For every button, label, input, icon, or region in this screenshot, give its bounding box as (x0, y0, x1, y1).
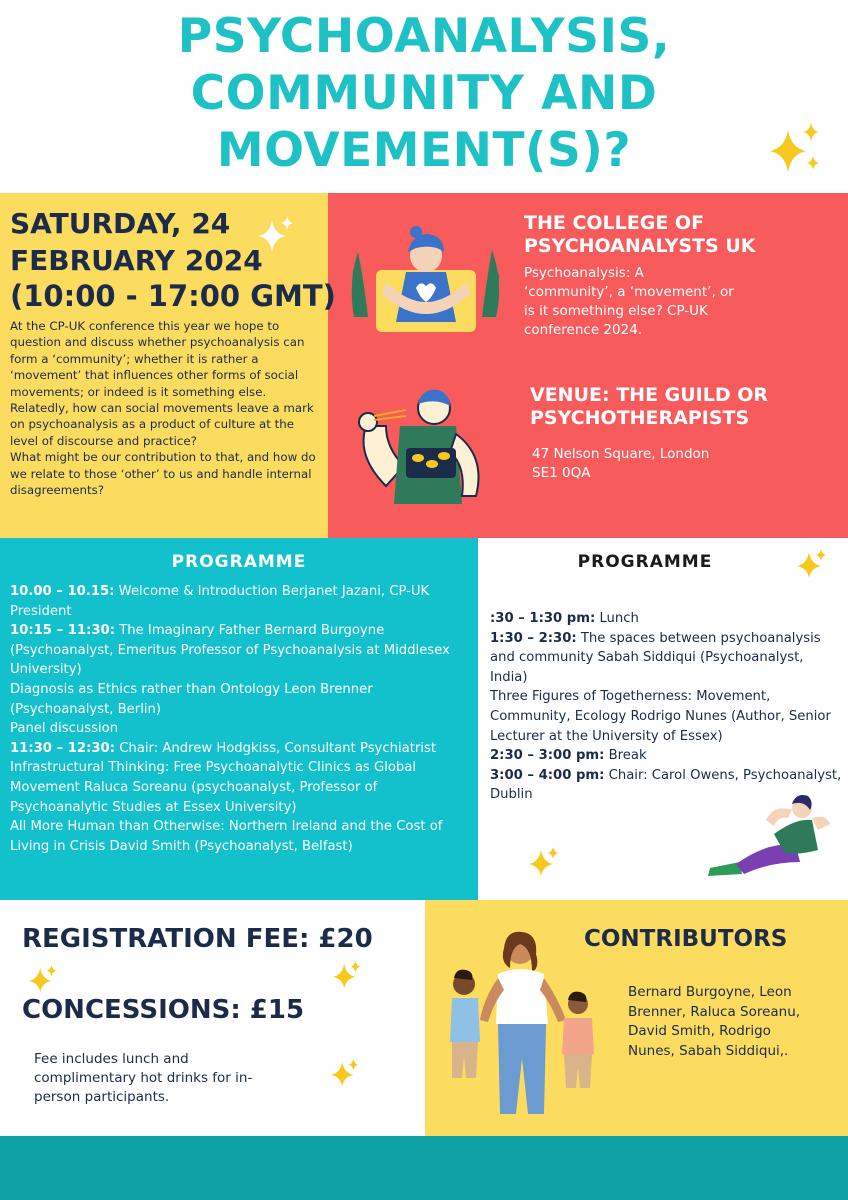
event-time: (10:00 - 17:00 GMT) (10, 279, 336, 313)
list-item: 3:00 – 4:00 pm: Chair: Carol Owens, Psychoanalyst, Dublin (490, 767, 842, 803)
page-title (0, 8, 848, 179)
list-item: Diagnosis as Ethics rather than Ontology Leon Brenner (Psychoanalyst, Berlin) (10, 681, 373, 717)
intro-paragraph: What might be our contribution to that, and how do we relate to those ‘other’ to us and handle internal disagreements? (10, 450, 316, 498)
college-description: Psychoanalysis: A ‘community’, a ‘movement’, or is it something else? CP-UK conference 2024. (524, 265, 734, 338)
registration-fee: REGISTRATION FEE: £20 (22, 924, 373, 954)
programme-heading: PROGRAMME (577, 552, 713, 572)
hug-illustration (346, 222, 506, 340)
sparkle-icon (528, 846, 560, 878)
list-item: 11:30 – 12:30: Chair: Andrew Hodgkiss, Consultant Psychiatrist (10, 740, 437, 756)
programme-left-list (10, 582, 472, 856)
list-item: All More Human than Otherwise: Northern Ireland and the Cost of Living in Crisis David Smith (Psychoanalyst, Belfast) (10, 819, 443, 854)
fee-note: Fee includes lunch and complimentary hot drinks for in-person participants. (34, 1051, 253, 1105)
intro-paragraph: At the CP-UK conference this year we hope to question and discuss whether psychoanalysis can form a ‘community’; whether it is rather a ‘movement’ that influences other forms of social movements; or indeed is it something else. (10, 319, 305, 399)
contributors-heading: CONTRIBUTORS (584, 926, 788, 952)
food-illustration (346, 386, 496, 504)
title-line-1: PSYCHOANALYSIS, (177, 9, 671, 64)
list-item: 10.00 – 10.15: Welcome & Introduction Berjanet Jazani, CP-UK President (10, 584, 430, 619)
venue-address: 47 Nelson Square, London SE1 0QA (532, 446, 710, 481)
list-item: Three Figures of Togetherness: Movement, Community, Ecology Rodrigo Nunes (Author, Senior Lecturer at the University of Essex) (490, 689, 831, 744)
list-item: Infrastructural Thinking: Free Psychoanalytic Clinics as Global Movement Raluca Soreanu (psychoanalyst, Professor of Psychoanalytic Studies at Essex University) (10, 760, 417, 815)
sparkle-icon (330, 1058, 360, 1088)
title-line-3: MOVEMENT(S)? (216, 123, 632, 178)
list-item: 2:30 – 3:00 pm: Break (490, 748, 647, 764)
sparkle-icon (766, 120, 826, 180)
footer-bar (0, 1136, 848, 1200)
list-item: :30 – 1:30 pm: Lunch (490, 611, 639, 626)
venue-heading: VENUE: THE GUILD OR PSYCHOTHERAPISTS (530, 384, 769, 429)
list-item: 1:30 – 2:30: The spaces between psychoanalysis and community Sabah Siddiqui (Psychoanalyst, India) (490, 630, 821, 685)
college-heading: THE COLLEGE OF PSYCHOANALYSTS UK (524, 212, 756, 257)
relaxing-illustration (700, 790, 840, 876)
contributors-list: Bernard Burgoyne, Leon Brenner, Raluca Soreanu, David Smith, Rodrigo Nunes, Sabah Siddiqui,. (628, 984, 801, 1059)
list-item: 10:15 – 11:30: The Imaginary Father Bernard Burgoyne (Psychoanalyst, Emeritus Professor of Psychoanalysis at Middlesex University) (10, 623, 450, 678)
programme-right-list (490, 609, 842, 805)
event-date: SATURDAY, 24 FEBRUARY 2024 (10, 207, 263, 277)
sparkle-icon (332, 960, 362, 990)
event-intro (10, 318, 322, 498)
intro-paragraph: Relatedly, how can social movements leave a mark on psychoanalysis as a product of culture at the level of discourse and practice? (10, 401, 314, 448)
concessions-fee: CONCESSIONS: £15 (22, 995, 305, 1025)
programme-heading: PROGRAMME (171, 552, 307, 572)
list-item: Panel discussion (10, 721, 119, 737)
sparkle-icon (28, 964, 58, 994)
title-line-2: COMMUNITY AND (190, 66, 658, 121)
family-illustration (440, 928, 610, 1126)
